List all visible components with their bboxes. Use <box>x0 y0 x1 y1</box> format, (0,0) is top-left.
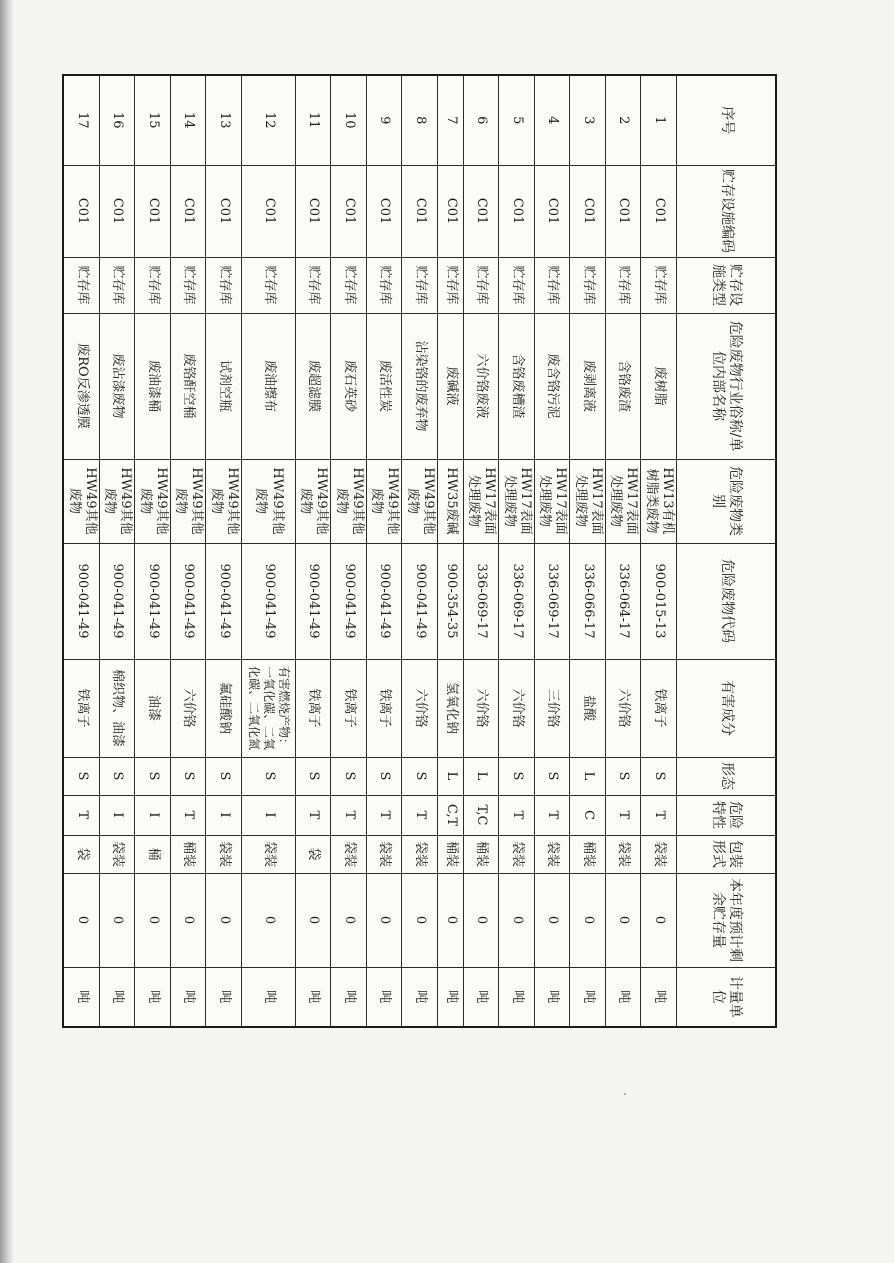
cell-form: S <box>206 757 242 795</box>
table-row <box>464 75 500 1027</box>
cell-unit: 吨 <box>100 967 136 1027</box>
cell-facility-type: 贮存库 <box>438 257 464 313</box>
cell-hazardous-component: 六价铬 <box>499 659 535 757</box>
cell-hazardous-component: 铁离子 <box>64 659 100 757</box>
cell-facility-code: C01 <box>464 165 500 257</box>
cell-packaging: 桶装 <box>570 835 606 873</box>
header-waste-category: 危险废物类别 <box>677 459 777 543</box>
cell-facility-type: 贮存库 <box>464 257 500 313</box>
cell-waste-code: 900-041-49 <box>331 543 367 659</box>
cell-waste-code: 336-069-17 <box>464 543 500 659</box>
table-header-row <box>677 75 777 1027</box>
cell-unit: 吨 <box>499 967 535 1027</box>
cell-form: S <box>499 757 535 795</box>
cell-packaging: 桶装 <box>171 835 207 873</box>
header-waste-code: 危险废物代码 <box>677 543 777 659</box>
header-hazard-property: 危险特性 <box>677 795 777 835</box>
cell-waste-category: HW49其他废物 <box>367 459 403 543</box>
cell-waste-code: 336-069-17 <box>499 543 535 659</box>
table-row <box>367 75 403 1027</box>
cell-waste-code: 900-041-49 <box>135 543 171 659</box>
cell-waste-code: 900-041-49 <box>367 543 403 659</box>
cell-facility-type: 贮存库 <box>570 257 606 313</box>
cell-hazardous-component: 有害燃烧产物：一氧化碳、二氧化碳、二氧化氮 <box>242 659 296 757</box>
table-row <box>402 75 438 1027</box>
cell-seq-no: 12 <box>242 75 296 165</box>
cell-form: L <box>570 757 606 795</box>
cell-form: S <box>402 757 438 795</box>
cell-waste-code: 900-015-13 <box>641 543 677 659</box>
cell-hazard-property: I <box>100 795 136 835</box>
table-row <box>100 75 136 1027</box>
cell-facility-code: C01 <box>296 165 332 257</box>
cell-waste-category: HW17表面处理废物 <box>606 459 642 543</box>
cell-waste-name: 沾染铬的废弃物 <box>402 313 438 459</box>
cell-waste-category: HW49其他废物 <box>296 459 332 543</box>
cell-hazard-property: T <box>535 795 571 835</box>
cell-seq-no: 2 <box>606 75 642 165</box>
cell-waste-name: 废树脂 <box>641 313 677 459</box>
cell-facility-code: C01 <box>570 165 606 257</box>
rotated-table-frame <box>66 74 777 1026</box>
cell-waste-name: 废沾漆废物 <box>100 313 136 459</box>
cell-facility-type: 贮存库 <box>606 257 642 313</box>
cell-waste-name: 含铬废渣 <box>606 313 642 459</box>
cell-packaging: 袋装 <box>606 835 642 873</box>
cell-waste-category: HW17表面处理废物 <box>535 459 571 543</box>
cell-remaining-storage: 0 <box>64 873 100 967</box>
cell-unit: 吨 <box>331 967 367 1027</box>
cell-packaging: 袋 <box>296 835 332 873</box>
cell-hazardous-component: 六价铬 <box>464 659 500 757</box>
cell-remaining-storage: 0 <box>606 873 642 967</box>
cell-waste-code: 900-041-49 <box>402 543 438 659</box>
cell-facility-code: C01 <box>499 165 535 257</box>
cell-seq-no: 1 <box>641 75 677 165</box>
table-row <box>535 75 571 1027</box>
cell-hazardous-component: 盐酸 <box>570 659 606 757</box>
cell-facility-code: C01 <box>331 165 367 257</box>
cell-facility-code: C01 <box>606 165 642 257</box>
cell-remaining-storage: 0 <box>135 873 171 967</box>
cell-facility-type: 贮存库 <box>64 257 100 313</box>
cell-remaining-storage: 0 <box>331 873 367 967</box>
scan-edge-shadow <box>0 0 14 1263</box>
header-facility-type: 贮存设施类型 <box>677 257 777 313</box>
cell-packaging: 袋装 <box>100 835 136 873</box>
cell-packaging: 袋装 <box>206 835 242 873</box>
cell-seq-no: 5 <box>499 75 535 165</box>
cell-hazardous-component: 六价铬 <box>402 659 438 757</box>
cell-hazard-property: T <box>499 795 535 835</box>
cell-packaging: 袋装 <box>402 835 438 873</box>
cell-form: S <box>64 757 100 795</box>
cell-seq-no: 9 <box>367 75 403 165</box>
cell-facility-type: 贮存库 <box>206 257 242 313</box>
cell-hazard-property: T <box>606 795 642 835</box>
cell-waste-name: 六价铬废液 <box>464 313 500 459</box>
table-row <box>64 75 100 1027</box>
cell-remaining-storage: 0 <box>206 873 242 967</box>
cell-waste-name: 废活性炭 <box>367 313 403 459</box>
cell-packaging: 袋装 <box>535 835 571 873</box>
cell-hazardous-component: 铁离子 <box>331 659 367 757</box>
cell-form: S <box>100 757 136 795</box>
cell-unit: 吨 <box>570 967 606 1027</box>
cell-waste-name: 废油漆桶 <box>135 313 171 459</box>
cell-facility-code: C01 <box>367 165 403 257</box>
cell-waste-category: HW17表面处理废物 <box>499 459 535 543</box>
cell-seq-no: 15 <box>135 75 171 165</box>
cell-waste-category: HW49其他废物 <box>100 459 136 543</box>
cell-facility-type: 贮存库 <box>367 257 403 313</box>
cell-packaging: 桶装 <box>438 835 464 873</box>
cell-remaining-storage: 0 <box>464 873 500 967</box>
cell-facility-code: C01 <box>641 165 677 257</box>
cell-waste-code: 900-041-49 <box>171 543 207 659</box>
cell-remaining-storage: 0 <box>171 873 207 967</box>
cell-facility-type: 贮存库 <box>535 257 571 313</box>
cell-waste-name: 废铬酐空桶 <box>171 313 207 459</box>
cell-facility-type: 贮存库 <box>641 257 677 313</box>
cell-waste-code: 900-041-49 <box>296 543 332 659</box>
table-row <box>570 75 606 1027</box>
cell-hazardous-component: 六价铬 <box>606 659 642 757</box>
cell-waste-code: 900-354-35 <box>438 543 464 659</box>
header-form: 形态 <box>677 757 777 795</box>
cell-waste-name: 废油擦布 <box>242 313 296 459</box>
cell-facility-type: 贮存库 <box>296 257 332 313</box>
cell-waste-code: 900-041-49 <box>100 543 136 659</box>
cell-form: S <box>331 757 367 795</box>
cell-facility-code: C01 <box>135 165 171 257</box>
cell-facility-type: 贮存库 <box>135 257 171 313</box>
cell-form: L <box>438 757 464 795</box>
cell-waste-category: HW49其他废物 <box>64 459 100 543</box>
cell-hazard-property: T <box>171 795 207 835</box>
cell-seq-no: 8 <box>402 75 438 165</box>
cell-facility-code: C01 <box>402 165 438 257</box>
cell-unit: 吨 <box>464 967 500 1027</box>
cell-hazardous-component: 铁离子 <box>367 659 403 757</box>
cell-waste-category: HW17表面处理废物 <box>570 459 606 543</box>
cell-remaining-storage: 0 <box>499 873 535 967</box>
cell-waste-category: HW17表面处理废物 <box>464 459 500 543</box>
cell-seq-no: 16 <box>100 75 136 165</box>
cell-hazardous-component: 六价铬 <box>171 659 207 757</box>
cell-hazardous-component: 三价铬 <box>535 659 571 757</box>
cell-waste-name: 废碱液 <box>438 313 464 459</box>
cell-remaining-storage: 0 <box>100 873 136 967</box>
header-hazardous-component: 有害成分 <box>677 659 777 757</box>
cell-hazard-property: T <box>641 795 677 835</box>
cell-seq-no: 4 <box>535 75 571 165</box>
cell-unit: 吨 <box>135 967 171 1027</box>
cell-remaining-storage: 0 <box>402 873 438 967</box>
cell-form: S <box>171 757 207 795</box>
cell-form: S <box>367 757 403 795</box>
table-row <box>499 75 535 1027</box>
cell-facility-type: 贮存库 <box>331 257 367 313</box>
cell-hazard-property: T <box>367 795 403 835</box>
cell-waste-category: HW49其他废物 <box>171 459 207 543</box>
cell-unit: 吨 <box>438 967 464 1027</box>
cell-hazard-property: I <box>206 795 242 835</box>
table-row <box>438 75 464 1027</box>
cell-waste-category: HW49其他废物 <box>331 459 367 543</box>
cell-waste-name: 废含铬污泥 <box>535 313 571 459</box>
table-row <box>296 75 332 1027</box>
cell-hazard-property: I <box>135 795 171 835</box>
cell-packaging: 桶装 <box>464 835 500 873</box>
cell-remaining-storage: 0 <box>438 873 464 967</box>
cell-facility-code: C01 <box>438 165 464 257</box>
header-waste-name: 危险废物行业俗称/单位内部名称 <box>677 313 777 459</box>
cell-unit: 吨 <box>367 967 403 1027</box>
cell-hazardous-component: 棉织物、油漆 <box>100 659 136 757</box>
cell-waste-code: 900-041-49 <box>242 543 296 659</box>
table-row <box>331 75 367 1027</box>
cell-remaining-storage: 0 <box>367 873 403 967</box>
cell-waste-category: HW49其他废物 <box>135 459 171 543</box>
cell-facility-code: C01 <box>206 165 242 257</box>
header-facility-code: 贮存设施编码 <box>677 165 777 257</box>
cell-form: S <box>606 757 642 795</box>
cell-facility-code: C01 <box>64 165 100 257</box>
cell-facility-code: C01 <box>100 165 136 257</box>
cell-seq-no: 3 <box>570 75 606 165</box>
table-row <box>171 75 207 1027</box>
table-row <box>242 75 296 1027</box>
cell-hazardous-component: 氢氧化钠 <box>438 659 464 757</box>
cell-remaining-storage: 0 <box>570 873 606 967</box>
scan-speck <box>624 1093 626 1095</box>
cell-form: S <box>535 757 571 795</box>
cell-packaging: 袋装 <box>331 835 367 873</box>
cell-remaining-storage: 0 <box>535 873 571 967</box>
cell-waste-name: 试剂空瓶 <box>206 313 242 459</box>
cell-waste-code: 336-069-17 <box>535 543 571 659</box>
cell-form: S <box>296 757 332 795</box>
hazardous-waste-table <box>63 74 778 1028</box>
cell-unit: 吨 <box>206 967 242 1027</box>
cell-seq-no: 6 <box>464 75 500 165</box>
cell-waste-name: 含铬废槽渣 <box>499 313 535 459</box>
cell-waste-category: HW49其他废物 <box>402 459 438 543</box>
cell-facility-code: C01 <box>535 165 571 257</box>
cell-waste-name: 废RO反渗透膜 <box>64 313 100 459</box>
cell-seq-no: 10 <box>331 75 367 165</box>
cell-hazardous-component: 油漆 <box>135 659 171 757</box>
cell-hazard-property: T <box>296 795 332 835</box>
cell-form: S <box>242 757 296 795</box>
cell-seq-no: 7 <box>438 75 464 165</box>
cell-waste-category: HW49其他废物 <box>242 459 296 543</box>
cell-waste-code: 900-041-49 <box>64 543 100 659</box>
cell-hazard-property: T <box>331 795 367 835</box>
cell-seq-no: 14 <box>171 75 207 165</box>
header-seq-no: 序号 <box>677 75 777 165</box>
cell-waste-category: HW13有机树脂类废物 <box>641 459 677 543</box>
cell-form: S <box>641 757 677 795</box>
cell-facility-code: C01 <box>242 165 296 257</box>
cell-hazard-property: C <box>570 795 606 835</box>
cell-remaining-storage: 0 <box>242 873 296 967</box>
cell-seq-no: 17 <box>64 75 100 165</box>
cell-facility-type: 贮存库 <box>402 257 438 313</box>
cell-unit: 吨 <box>242 967 296 1027</box>
cell-waste-category: HW49其他废物 <box>206 459 242 543</box>
cell-seq-no: 13 <box>206 75 242 165</box>
cell-packaging: 桶 <box>135 835 171 873</box>
cell-remaining-storage: 0 <box>296 873 332 967</box>
cell-facility-code: C01 <box>171 165 207 257</box>
cell-facility-type: 贮存库 <box>171 257 207 313</box>
cell-hazardous-component: 铁离子 <box>641 659 677 757</box>
cell-waste-code: 900-041-49 <box>206 543 242 659</box>
cell-packaging: 袋 <box>64 835 100 873</box>
header-packaging: 包装形式 <box>677 835 777 873</box>
table-row <box>135 75 171 1027</box>
cell-hazard-property: I <box>242 795 296 835</box>
table-body <box>64 75 677 1027</box>
cell-hazard-property: T <box>402 795 438 835</box>
cell-packaging: 袋装 <box>242 835 296 873</box>
cell-hazard-property: C,T <box>438 795 464 835</box>
cell-waste-name: 废超滤膜 <box>296 313 332 459</box>
cell-hazardous-component: 铁离子 <box>296 659 332 757</box>
cell-packaging: 袋装 <box>367 835 403 873</box>
table-row <box>641 75 677 1027</box>
header-remaining-storage: 本年度预计剩余贮存量 <box>677 873 777 967</box>
cell-waste-name: 废石英砂 <box>331 313 367 459</box>
table-row <box>606 75 642 1027</box>
table-row <box>206 75 242 1027</box>
header-unit: 计量单位 <box>677 967 777 1027</box>
cell-facility-type: 贮存库 <box>242 257 296 313</box>
cell-unit: 吨 <box>296 967 332 1027</box>
cell-waste-code: 336-066-17 <box>570 543 606 659</box>
cell-form: L <box>464 757 500 795</box>
cell-unit: 吨 <box>402 967 438 1027</box>
cell-unit: 吨 <box>64 967 100 1027</box>
cell-packaging: 袋装 <box>641 835 677 873</box>
cell-facility-type: 贮存库 <box>499 257 535 313</box>
cell-unit: 吨 <box>171 967 207 1027</box>
cell-hazard-property: T,C <box>464 795 500 835</box>
cell-facility-type: 贮存库 <box>100 257 136 313</box>
cell-unit: 吨 <box>606 967 642 1027</box>
cell-unit: 吨 <box>535 967 571 1027</box>
cell-hazard-property: T <box>64 795 100 835</box>
cell-packaging: 袋装 <box>499 835 535 873</box>
cell-waste-code: 336-064-17 <box>606 543 642 659</box>
cell-unit: 吨 <box>641 967 677 1027</box>
cell-waste-name: 废剥离液 <box>570 313 606 459</box>
cell-waste-category: HW35废碱 <box>438 459 464 543</box>
cell-seq-no: 11 <box>296 75 332 165</box>
cell-hazardous-component: 氟硅酸钠 <box>206 659 242 757</box>
cell-remaining-storage: 0 <box>641 873 677 967</box>
cell-form: S <box>135 757 171 795</box>
